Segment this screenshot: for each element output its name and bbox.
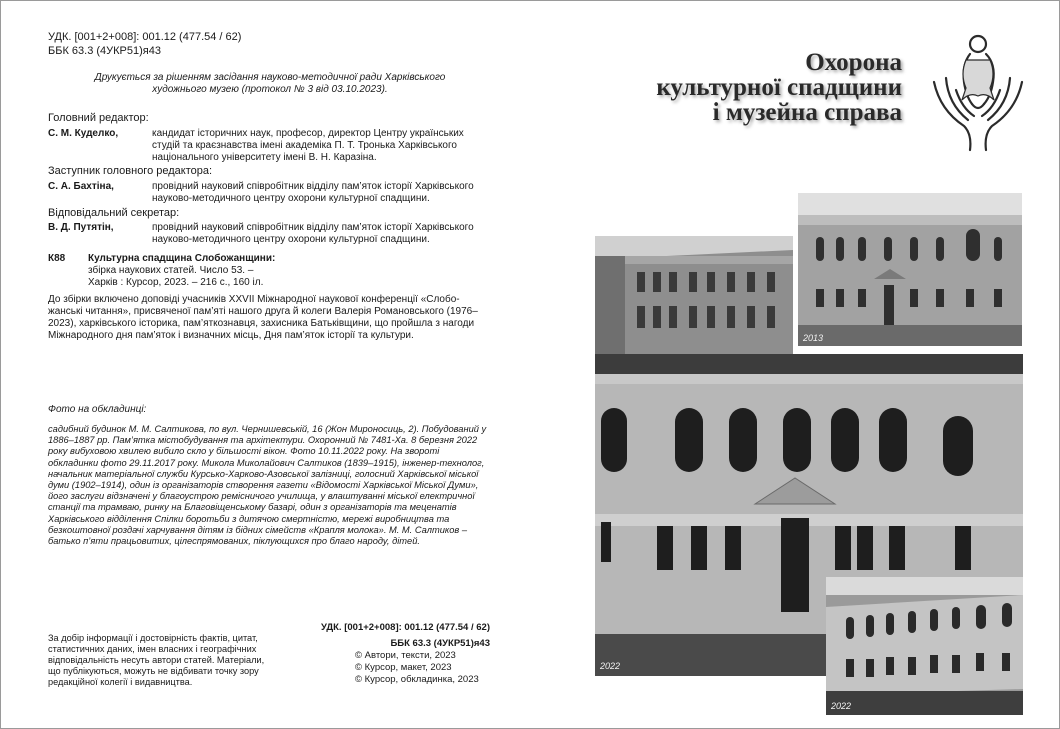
secretary-role-label: Відповідальний секретар:	[48, 207, 180, 219]
cover-title	[610, 50, 902, 125]
copyright-line: © Курсор, обкладинка, 2023	[355, 674, 479, 685]
abstract: До збірки включено доповіді учасників XXVII Міжнародної наукової конференції «Слобожанські читання», присвяченої пам’яті нашого друга й колеги Валерія Романовського (1976–2023), харківського історика, пам’яткознавця, захисника Батьківщини, що пройшла з нагоди Міжнародного дня пам’яток і визначних місць, Дня пам’яток історії та культури.	[48, 294, 478, 341]
book-details	[88, 265, 263, 289]
copyright-line: © Курсор, макет, 2023	[355, 662, 452, 673]
udk-code: УДК. [001+2+008]: 001.12 (477.54 / 62)	[320, 622, 490, 633]
cover-title-line: Охорона	[805, 49, 902, 76]
editor-name: С. М. Куделко,	[48, 128, 119, 139]
udk-code: УДК. [001+2+008]: 001.12 (477.54 / 62)	[48, 31, 242, 43]
book-details-line: Харків : Курсор, 2023. – 216 с., 160 іл.	[88, 277, 264, 288]
building-photo-2013-facade	[798, 193, 1022, 346]
deputy-editor-name: С. А. Бахтіна,	[48, 181, 114, 192]
deputy-editor-description: провідний науковий співробітник відділу пам’яток історії Харківського науково-методичного центру охорони культурної спадщини.	[152, 181, 474, 204]
editor-description: кандидат історичних наук, професор, директор Центру українських студій та краєзнавства імені академіка П. Т. Тронька Харківського національного університету імені В. Н. Каразіна.	[152, 128, 464, 163]
editor-role-label: Головний редактор:	[48, 112, 149, 124]
deputy-editor-role-label: Заступник головного редактора:	[48, 165, 213, 177]
secretary-name: В. Д. Путятін,	[48, 222, 114, 233]
cover-title-line: і музейна справа	[712, 99, 902, 126]
cover-title-line: культурної спадщини	[656, 74, 902, 101]
bbk-code: ББК 63.3 (4УКР51)я43	[48, 45, 161, 57]
photo-year-label: 2013	[803, 333, 824, 343]
book-details-line: збірка наукових статей. Число 53. –	[88, 265, 254, 276]
secretary-description: провідний науковий співробітник відділу пам’яток історії Харківського науково-методичного центру охорони культурної спадщини.	[152, 222, 474, 245]
copyright-line: © Автори, тексти, 2023	[355, 650, 456, 661]
catalog-code: К88	[48, 253, 66, 264]
photo-caption-text: садибний будинок М. М. Салтикова, по вул. Чернишевській, 16 (Жон Мироносиць, 2). Побудований у 1886–1887 рр. Пам’ятка містобудування та архітектури. Охоронний № 7481-Ха. 8 березня 2022 року вибуховою хвилею вибило скло у більшості вікон. Фото 10.11.2022 року. На звороті обкладинки фото 29.11.2017 року. Микола Миколайович Салтиков (1839–1915), інженер-технолог, начальник матеріальної служби Курсько-Харково-Азовської залізниці, голосний Харківської міської думи (1902–1914), один із організаторів створення газети «Відомості Харківської Міської Думи», його заслуги відзначені у благоустрою ремісничого училища, у влаштуванні міської електричної станції та трамваю, ринку на Благовіщенському базарі, один з організаторів та меценатів Харківського відділення Спілки боротьби з дитячою смертністю, мережі виробництва та безкоштовної роздачі харчування дітям із бідних сімейств «Крапля молока». М. М. Салтиков – батько п’яти працьовитих, цілеспрямованих, піклующихся про благо народу, дітей.	[48, 424, 487, 547]
hands-protecting-figure-icon	[926, 30, 1026, 154]
photo-year-label: 2022	[600, 661, 621, 671]
photo-year-label: 2022	[831, 701, 852, 711]
copyright-list	[355, 650, 479, 686]
udc-block-top	[48, 30, 241, 58]
printing-approval: Друкується за рішенням засідання науково-методичної ради Харківського художнього музею (протокол № 3 від 03.10.2023).	[94, 72, 446, 95]
building-photo-2022-corner	[826, 577, 1023, 715]
photo-caption-heading: Фото на обкладинці:	[48, 404, 147, 415]
disclaimer: За добір інформації і достовірність фактів, цитат, статистичних даних, імен власних і географічних відповідальність несуть автори статей. Матеріали, що публікуються, можуть не відбивати точку зору редакційної колегії і видавництва.	[48, 633, 265, 687]
bbk-code: ББК 63.3 (4УКР51)я43	[390, 638, 490, 649]
book-title: Культурна спадщина Слобожанщини:	[88, 253, 276, 264]
udc-block-bottom	[300, 620, 490, 652]
